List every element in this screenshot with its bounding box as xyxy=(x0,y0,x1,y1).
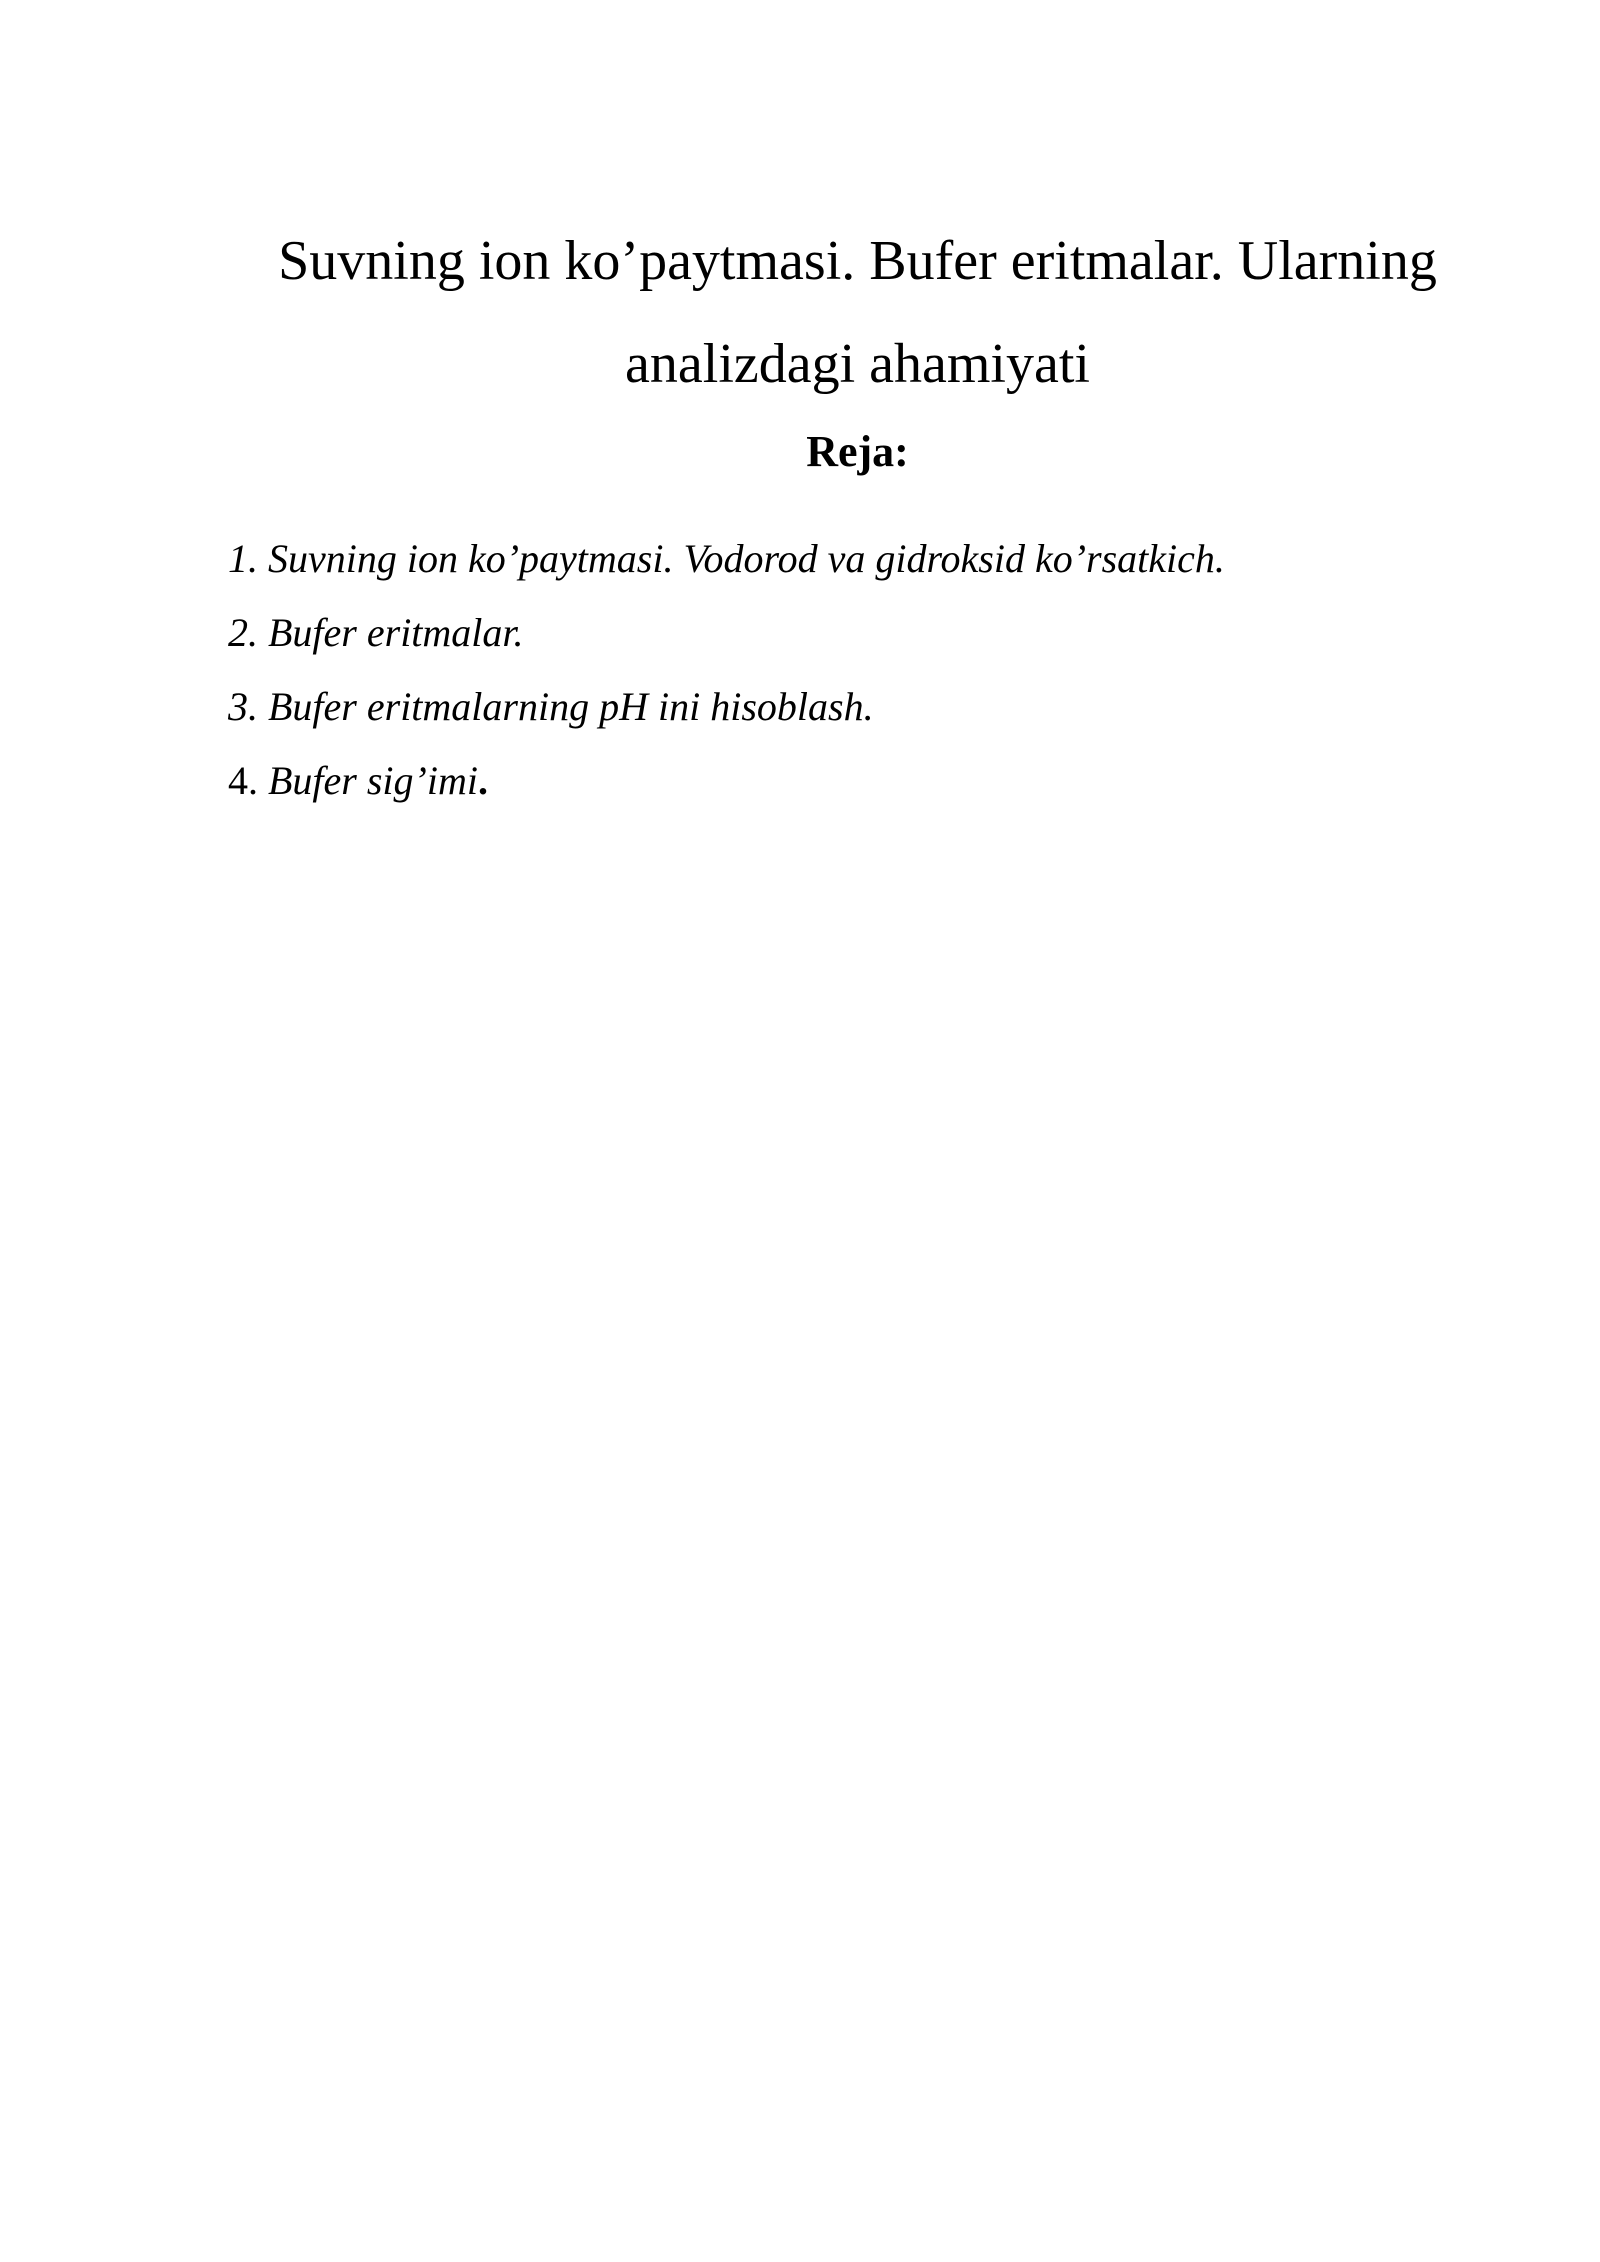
plan-list xyxy=(228,522,1488,818)
document-title: Suvning ion ko’paytmasi. Bufer eritmalar. Ularning analizdagi ahamiyati xyxy=(278,230,1437,395)
list-item-text: Bufer eritmalar. xyxy=(268,610,524,655)
list-item-number: 3. xyxy=(228,684,258,729)
list-item-number: 4. xyxy=(228,758,258,803)
list-item-text: Bufer sig’imi xyxy=(268,758,478,803)
list-item-number: 1. xyxy=(228,536,258,581)
plan-heading: Reja: xyxy=(806,427,909,476)
list-item xyxy=(228,744,1488,818)
list-item-text: Suvning ion ko’paytmasi. Vodorod va gidroksid ko’rsatkich. xyxy=(268,536,1225,581)
list-item xyxy=(228,596,1488,670)
list-item-number: 2. xyxy=(228,610,258,655)
list-item xyxy=(228,522,1488,596)
list-item-period: . xyxy=(477,758,488,803)
list-item-text: Bufer eritmalarning pH ini hisoblash. xyxy=(268,684,874,729)
list-item xyxy=(228,670,1488,744)
